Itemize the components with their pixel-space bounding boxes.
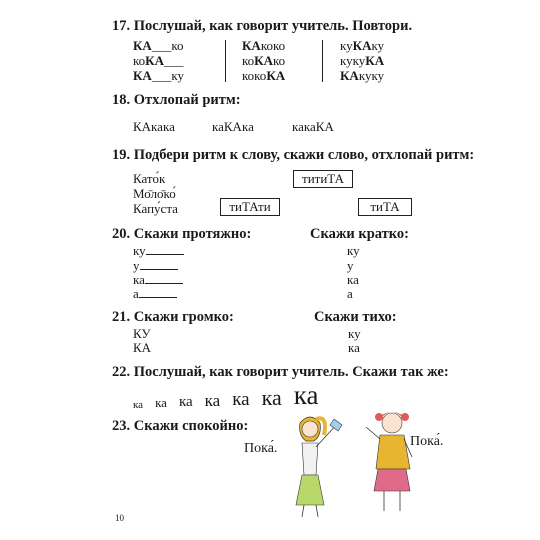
ex18-item: КАкака [133,119,175,134]
ex17-c1-r1: КА___ко [133,38,184,53]
syllable: ка [155,395,167,410]
ex20-title-left: 20. Скажи протяжно: [112,226,252,242]
bye-right: Пока́. [410,434,444,449]
ex21-right-item: ка [348,340,360,355]
ex19-word: Мо̄ло̄ко́ [133,186,176,201]
syllable: ка [232,389,250,410]
ex19-word: Капу́ста [133,201,178,216]
ex18-item: каКАка [212,119,254,134]
girl-right [366,412,412,511]
ex21-title-left: 21. Скажи громко: [112,309,234,325]
ex17-c1-r3: КА___ку [133,68,184,83]
ex17-c3-r2: кукуКА [340,53,385,68]
ex20-right-item: ка [347,272,359,287]
ex21-left-item: КУ [133,326,151,341]
syllable: ка [261,385,282,410]
ex19-word: Като́к [133,171,166,186]
ex20-left-item: ка [133,272,183,288]
ex17-c3-r1: куКАку [340,38,385,53]
ex17-c1-r2: коКА___ [133,53,184,68]
ex17-c2-r3: кокоКА [242,68,286,83]
ex18-item: какаКА [292,119,334,134]
girls-waving-illustration [280,405,420,520]
rhythm-box: титиТА [293,170,353,188]
ex17-title: 17. Послушай, как говорит учитель. Повтори. [112,18,413,34]
syllable: ка [293,380,319,410]
ex20-left-item: у [133,258,178,274]
ex20-right-item: ку [347,243,360,258]
syllable: ка [133,399,144,411]
ex17-c3-r3: КАкуку [340,68,385,83]
ex17-c2-r1: КАкоко [242,38,286,53]
ex20-left-item: ку [133,243,184,259]
girl-left [296,417,342,517]
ex21-left-item: КА [133,340,152,355]
ex21-right-item: ку [348,326,361,341]
ex20-title-right: Скажи кратко: [310,226,410,242]
ex20-left-item: а [133,286,177,302]
ex22-title: 22. Послушай, как говорит учитель. Скажи так же: [112,364,449,380]
ex21-title-right: Скажи тихо: [314,309,397,325]
divider [322,40,323,82]
bye-left: Пока́. [244,441,278,456]
rhythm-box: тиТАти [220,198,280,216]
ex18-title: 18. Отхлопай ритм: [112,92,241,108]
divider [225,40,226,82]
page-number: 10 [115,513,124,523]
ex19-title: 19. Подбери ритм к слову, скажи слово, отхлопай ритм: [112,147,475,163]
ex17-c2-r2: коКАко [242,53,286,68]
rhythm-box: тиТА [358,198,412,216]
syllable: ка [204,391,221,410]
ex20-right-item: у [347,258,354,273]
syllable: ка [178,394,193,410]
ex23-title: 23. Скажи спокойно: [112,418,249,434]
ex20-right-item: а [347,286,353,301]
